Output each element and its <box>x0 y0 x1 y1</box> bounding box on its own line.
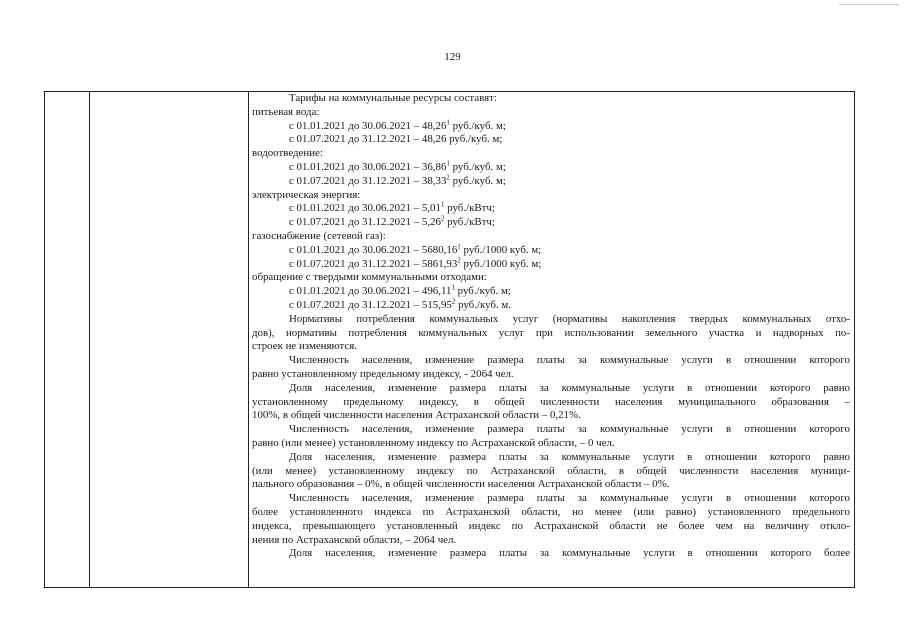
tariff-row-text: с 01.07.2021 до 31.12.2021 – 48,26 руб./куб. м; <box>289 133 503 146</box>
tariff-row-text: с 01.01.2021 до 30.06.2021 – 5680,16 <box>289 243 458 256</box>
footnote-marker: 2 <box>451 297 456 306</box>
paragraph-line: Численность населения, изменение размера платы за коммунальные услуги в отношении которого <box>289 423 850 436</box>
paragraph-last-line: строек не изменяются. <box>252 340 357 353</box>
tariff-row-unit: руб./кВтч; <box>444 202 495 215</box>
body-paragraph <box>252 547 850 561</box>
page-number: 129 <box>444 51 461 63</box>
corner-scan-line <box>839 4 899 5</box>
tariff-row-unit: руб./куб. м; <box>449 160 506 173</box>
paragraph-line: Численность населения, изменение размера платы за коммунальные услуги в отношении которого <box>289 492 850 505</box>
tariff-group-name: водоотведение: <box>252 147 323 160</box>
paragraph-line: Нормативы потребления коммунальных услуг (нормативы накопления твердых коммунальных отхо- <box>289 312 850 325</box>
tariff-row <box>252 285 850 299</box>
footnote-marker: 1 <box>457 242 461 251</box>
tariff-row-text: с 01.01.2021 до 30.06.2021 – 5,01 <box>289 202 441 215</box>
tariff-row <box>252 216 850 230</box>
tariff-row-unit: руб./куб. м; <box>454 285 511 298</box>
paragraph-line: дов), нормативы потребления коммунальных услуг при использовании земельного участка и надворных по- <box>252 326 850 339</box>
paragraph-last-line: равно (или менее) установленному индексу по Астраханской области, – 0 чел. <box>252 436 615 449</box>
tariff-row <box>252 117 850 134</box>
body-paragraph <box>252 423 850 451</box>
tariff-row-unit: руб./1000 куб. м; <box>460 257 542 270</box>
paragraph-line: индекса, превышающего установленный индекс по Астраханской области не более чем на величину откло- <box>252 519 850 532</box>
tariff-row-text: с 01.07.2021 до 31.12.2021 – 5861,93 <box>289 257 458 270</box>
table-column-divider <box>248 92 249 587</box>
paragraph-last-line: равно установленному предельному индексу, - 2064 чел. <box>252 367 514 380</box>
footnote-marker: 2 <box>446 173 450 182</box>
paragraph-line: Численность населения, изменение размера платы за коммунальные услуги в отношении которого <box>289 354 850 367</box>
tariff-row <box>252 202 850 216</box>
tariff-row <box>252 175 850 189</box>
tariff-row <box>252 133 850 147</box>
footnote-marker: 1 <box>451 283 455 292</box>
paragraph-last-line: пального образования – 0%, в общей численности населения Астраханской области – 0%. <box>252 478 670 491</box>
paragraph-line: Доля населения, изменение размера платы за коммунальные услуги в отношении которого более <box>289 547 850 560</box>
tariff-group-name: электрическая энергия: <box>252 188 361 201</box>
table-column-divider <box>89 92 90 587</box>
tariff-row-unit: руб./куб. м; <box>449 174 506 187</box>
paragraph-line: (или менее) установленному индексу по Астраханской области, в общей численности населения муници- <box>252 464 850 477</box>
document-table <box>44 91 855 588</box>
tariff-row-text: с 01.01.2021 до 30.06.2021 – 496,11 <box>289 285 452 298</box>
body-paragraph <box>252 313 850 354</box>
paragraph-line: более установленного индекса по Астраханской области, но менее (или равно) установленного предельного <box>252 505 850 518</box>
footnote-marker: 2 <box>440 214 445 223</box>
tariff-row-text: с 01.07.2021 до 31.12.2021 – 38,33 <box>289 174 447 187</box>
body-paragraph <box>252 354 850 382</box>
paragraph-last-line: нения по Астраханской области, – 2064 чел. <box>252 533 457 546</box>
tariff-row-unit: руб./куб. м; <box>449 119 506 132</box>
tariff-row-text: с 01.01.2021 до 30.06.2021 – 48,26 <box>289 119 447 132</box>
tariff-groups <box>252 106 850 313</box>
body-paragraph <box>252 451 850 492</box>
paragraph-line: установленному предельному индексу, в общей численности населения муниципального образования – <box>252 395 850 408</box>
tariff-group-name: газоснабжение (сетевой газ): <box>252 229 386 242</box>
table-text-cell <box>252 92 850 587</box>
footnote-marker: 1 <box>446 159 450 168</box>
tariff-group-name: обращение с твердыми коммунальными отходами: <box>252 271 487 284</box>
body-paragraph <box>252 492 850 547</box>
tariffs-intro: Тарифы на коммунальные ресурсы составят: <box>289 92 497 104</box>
tariff-row-unit: руб./1000 куб. м; <box>460 243 542 256</box>
tariff-row <box>252 161 850 175</box>
tariff-row <box>252 299 850 313</box>
tariff-row-text: с 01.01.2021 до 30.06.2021 – 36,86 <box>289 160 447 173</box>
body-paragraph <box>252 382 850 423</box>
body-paragraphs <box>252 313 850 561</box>
tariff-row <box>252 244 850 258</box>
tariff-row-unit: руб./кВтч; <box>444 216 495 229</box>
tariff-group-name: питьевая вода: <box>252 105 320 118</box>
footnote-marker: 1 <box>440 200 445 209</box>
paragraph-last-line: 100%, в общей численности населения Астраханской области – 0,21%. <box>252 409 581 422</box>
footnote-marker: 1 <box>446 117 450 126</box>
tariff-row-unit: руб./куб. м. <box>455 298 511 311</box>
paragraph-line: Доля населения, изменение размера платы за коммунальные услуги в отношении которого равно <box>289 381 850 394</box>
tariff-row-text: с 01.07.2021 до 31.12.2021 – 515,95 <box>289 298 452 311</box>
tariff-row-text: с 01.07.2021 до 31.12.2021 – 5,26 <box>289 216 441 229</box>
paragraph-line: Доля населения, изменение размера платы за коммунальные услуги в отношении которого равно <box>289 450 850 463</box>
tariff-row <box>252 255 850 272</box>
footnote-marker: 2 <box>457 255 461 264</box>
